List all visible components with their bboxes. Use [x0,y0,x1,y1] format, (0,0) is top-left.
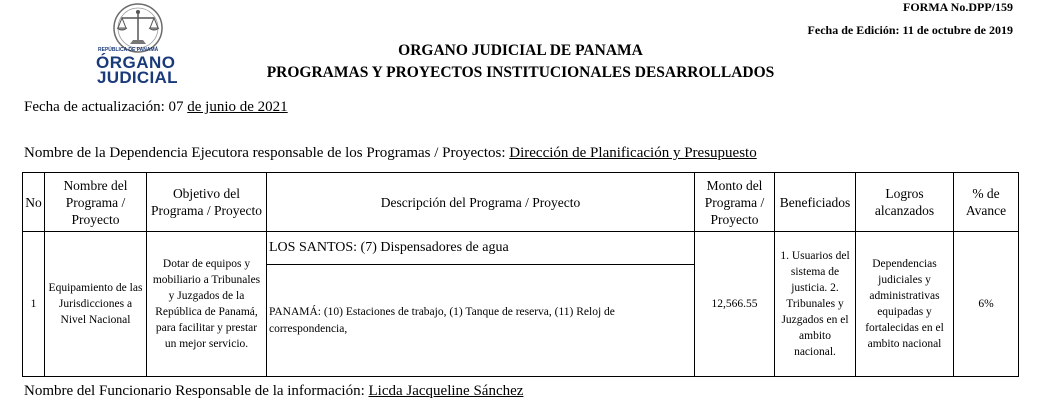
logo-republica-text: REPÚBLICA DE PANAMÁ [98,47,159,53]
dependency-label: Nombre de la Dependencia Ejecutora responsable de los Programas / Proyectos: [24,145,510,161]
cell-nombre: Equipamiento de las Jurisdicciones a Nivel Nacional [45,232,147,377]
official-line [24,383,523,400]
edition-date: Fecha de Edición: 11 de octubre de 2019 [807,23,1013,37]
header-logros: Logros alcanzados [856,173,954,232]
official-label: Nombre del Funcionario Responsable de la información: [24,383,369,399]
logo-judicial-text: JUDICIAL [97,68,178,87]
cell-avance: 6% [954,232,1019,377]
form-number: FORMA No.DPP/159 [903,0,1013,14]
cell-descripcion-1: LOS SANTOS: (7) Dispensadores de agua [267,232,695,265]
table-header-row [23,173,1019,232]
cell-monto: 12,566.55 [695,232,775,377]
document-title: ORGANO JUDICIAL DE PANAMA [398,42,643,59]
dependency-line [24,145,757,162]
header-no: No [23,173,45,232]
header-objetivo: Objetivo del Programa / Proyecto [147,173,267,232]
update-date-value: de junio de 2021 [187,99,288,115]
cell-logros: Dependencias judiciales y administrativas equipadas y fortalecidas en el ambito nacional [856,232,954,377]
logo-organo-text: ÓRGANO [96,53,176,72]
document-subtitle: PROGRAMAS Y PROYECTOS INSTITUCIONALES DESARROLLADOS [266,64,775,81]
header-descripcion: Descripción del Programa / Proyecto [267,173,695,232]
cell-beneficiados: 1. Usuarios del sistema de justicia. 2. Tribunales y Juzgados en el ambito nacional. [775,232,856,377]
cell-no: 1 [23,232,45,377]
header-beneficiados: Beneficiados [775,173,856,232]
official-value: Licda Jacqueline Sánchez [368,383,524,399]
programs-table [22,172,1019,377]
update-date-label: Fecha de actualización: 07 [24,99,188,115]
dependency-value: Dirección de Planificación y Presupuesto [509,145,757,161]
cell-descripcion-2: PANAMÁ: (10) Estaciones de trabajo, (1) Tanque de reserva, (11) Reloj de correspondencia, [267,265,695,377]
cell-objetivo: Dotar de equipos y mobiliario a Tribunales y Juzgados de la República de Panamá, para facilitar y prestar un mejor servicio. [147,232,267,377]
table-row [23,232,1019,265]
header-nombre: Nombre del Programa / Proyecto [45,173,147,232]
update-date-line [24,99,288,116]
header-monto: Monto del Programa / Proyecto [695,173,775,232]
header-avance: % de Avance [954,173,1019,232]
